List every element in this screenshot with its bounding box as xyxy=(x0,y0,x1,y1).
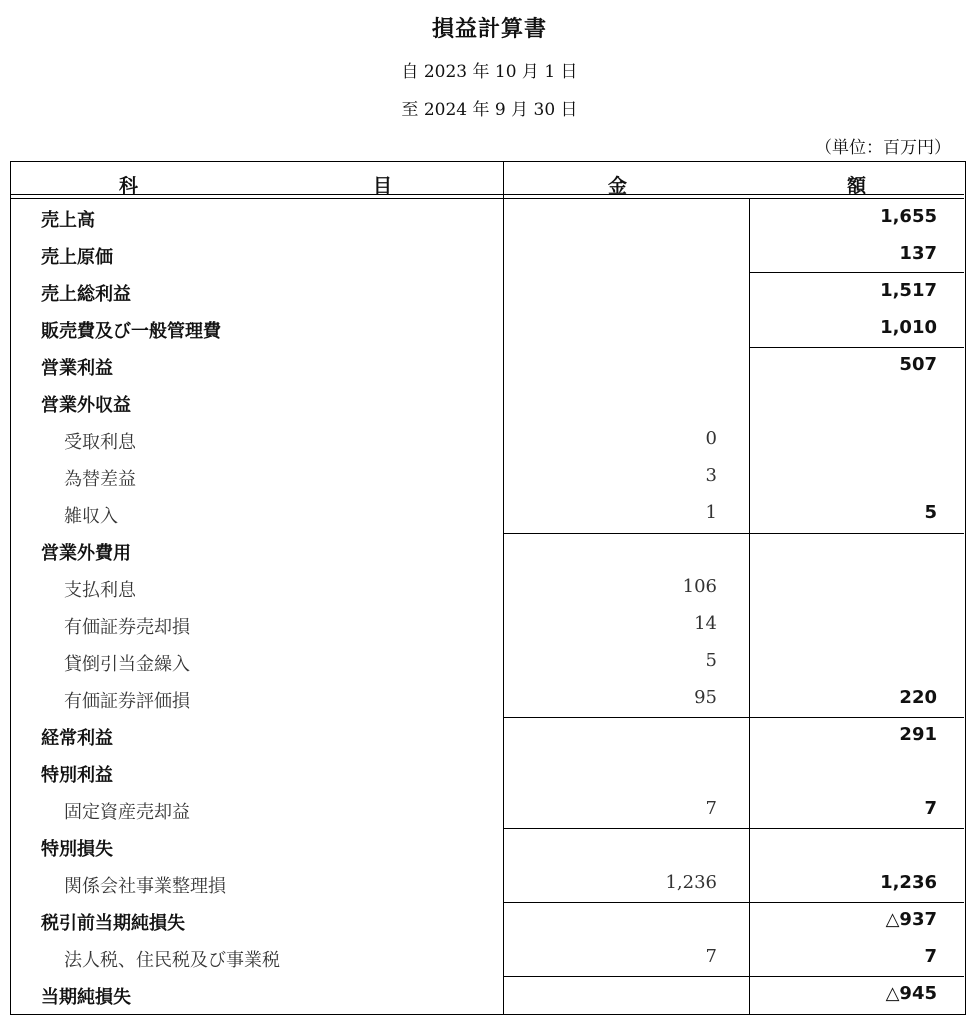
header-amount-left: 金 xyxy=(608,175,628,197)
row-amount-total: 7 xyxy=(924,946,937,967)
table-row xyxy=(11,717,967,754)
row-label: 税引前当期純損失 xyxy=(41,913,185,934)
row-amount-detail: 5 xyxy=(705,650,717,671)
row-amount-total: 137 xyxy=(899,243,937,264)
row-label: 営業外費用 xyxy=(41,543,131,564)
row-amount-detail: 106 xyxy=(682,576,717,597)
row-label: 販売費及び一般管理費 xyxy=(41,321,221,342)
row-amount-detail: 1 xyxy=(705,502,717,523)
unit-label: （単位：百万円） xyxy=(815,138,951,158)
row-amount-detail: 7 xyxy=(705,946,717,967)
row-amount-total: 220 xyxy=(899,687,937,708)
row-label: 貸倒引当金繰入 xyxy=(64,654,190,675)
table-row xyxy=(11,791,967,828)
table-row xyxy=(11,421,967,458)
row-label: 売上総利益 xyxy=(41,284,131,305)
table-row xyxy=(11,939,967,976)
income-statement-table xyxy=(10,161,966,1015)
table-row xyxy=(11,606,967,643)
header-amount-right: 額 xyxy=(847,175,867,197)
row-label: 特別利益 xyxy=(41,765,113,786)
row-amount-total: △937 xyxy=(885,909,937,930)
row-amount-detail: 1,236 xyxy=(665,872,717,893)
table-row xyxy=(11,828,967,865)
row-amount-detail: 3 xyxy=(705,465,717,486)
row-label: 有価証券売却損 xyxy=(64,617,190,638)
row-label: 支払利息 xyxy=(64,580,136,601)
row-amount-detail: 14 xyxy=(694,613,717,634)
row-label: 受取利息 xyxy=(64,432,136,453)
row-label: 営業外収益 xyxy=(41,395,131,416)
row-label: 有価証券評価損 xyxy=(64,691,190,712)
row-amount-total: 291 xyxy=(899,724,937,745)
table-row xyxy=(11,865,967,902)
table-row xyxy=(11,643,967,680)
row-amount-total: 507 xyxy=(899,354,937,375)
table-row xyxy=(11,236,967,273)
row-label: 固定資産売却益 xyxy=(64,802,190,823)
table-row xyxy=(11,754,967,791)
row-label: 営業利益 xyxy=(41,358,113,379)
table-row xyxy=(11,569,967,606)
header-item-right: 目 xyxy=(373,175,393,197)
row-amount-total: 1,010 xyxy=(880,317,937,338)
row-label: 特別損失 xyxy=(41,839,113,860)
row-label: 関係会社事業整理損 xyxy=(64,876,226,897)
table-row xyxy=(11,384,967,421)
header-rule-1 xyxy=(11,194,964,195)
row-amount-detail: 7 xyxy=(705,798,717,819)
row-amount-total: 1,655 xyxy=(880,206,937,227)
statement-title: 損益計算書 xyxy=(431,17,547,42)
table-row xyxy=(11,495,967,532)
row-label: 売上原価 xyxy=(41,247,113,268)
period-to: 至 2024 年 9 月 30 日 xyxy=(401,100,578,120)
row-label: 雑収入 xyxy=(64,506,118,527)
row-label: 売上高 xyxy=(41,210,95,231)
row-label: 為替差益 xyxy=(64,469,136,490)
row-label: 当期純損失 xyxy=(41,987,131,1008)
table-row xyxy=(11,976,967,1013)
row-label: 経常利益 xyxy=(41,728,113,749)
row-amount-detail: 95 xyxy=(694,687,717,708)
row-label: 法人税、住民税及び事業税 xyxy=(64,950,280,971)
table-row xyxy=(11,347,967,384)
table-row xyxy=(11,532,967,569)
table-row xyxy=(11,680,967,717)
row-amount-total: 7 xyxy=(924,798,937,819)
header-item-left: 科 xyxy=(119,175,139,197)
row-amount-total: 5 xyxy=(924,502,937,523)
table-row xyxy=(11,310,967,347)
table-row xyxy=(11,199,967,236)
row-amount-total: △945 xyxy=(885,983,937,1004)
row-amount-total: 1,236 xyxy=(880,872,937,893)
period-from: 自 2023 年 10 月 1 日 xyxy=(401,62,578,82)
table-row xyxy=(11,458,967,495)
row-amount-total: 1,517 xyxy=(880,280,937,301)
table-row xyxy=(11,902,967,939)
row-amount-detail: 0 xyxy=(705,428,717,449)
table-row xyxy=(11,273,967,310)
